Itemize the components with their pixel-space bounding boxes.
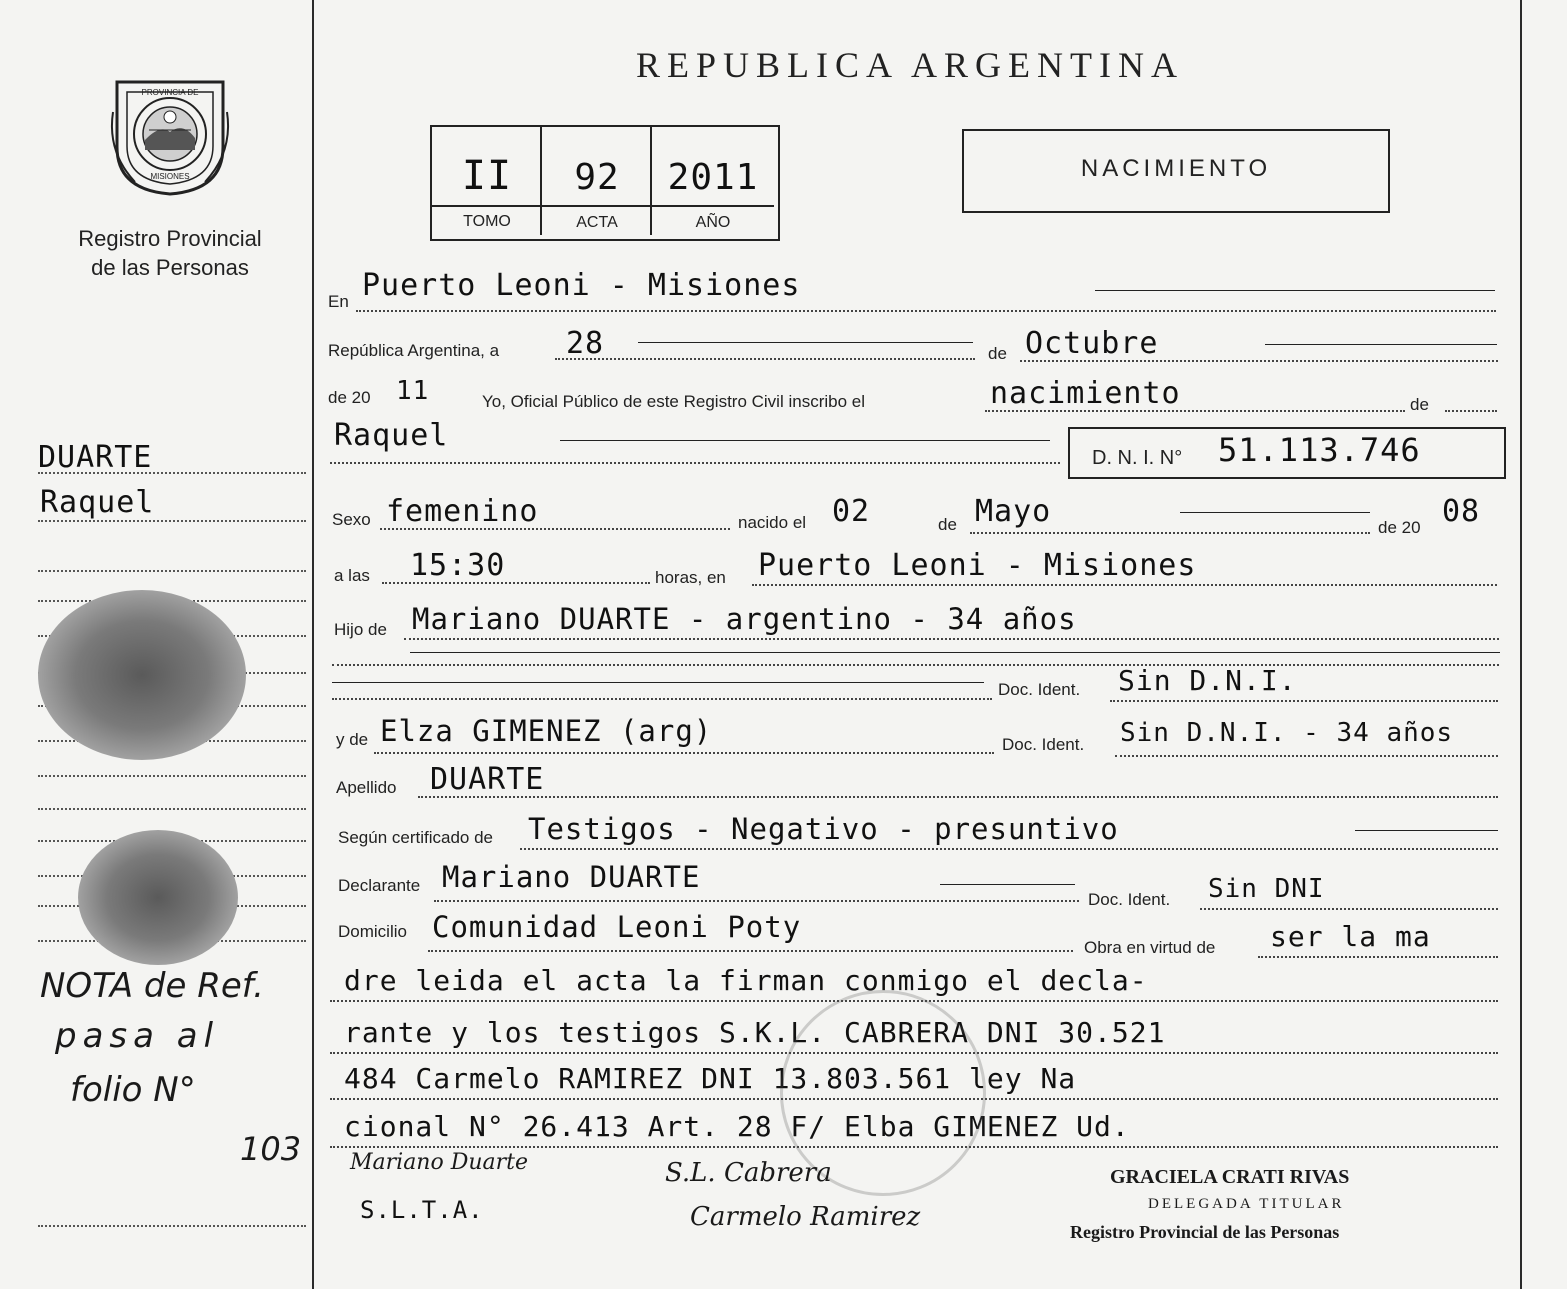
father-value: Mariano DUARTE - argentino - 34 años	[412, 602, 1077, 636]
fingerprint-1-icon	[38, 590, 246, 760]
month-underline	[1020, 360, 1498, 362]
margin-surname: DUARTE	[38, 440, 153, 475]
father-doc-label: Doc. Ident.	[998, 680, 1081, 699]
horas-label: horas, en	[655, 568, 726, 587]
de-label: de	[988, 344, 1007, 363]
inscribo-underline	[985, 410, 1405, 412]
note-line-2: rante y los testigos S.K.L. CABRERA DNI 30.521	[344, 1016, 1166, 1049]
domicilio-underline	[428, 950, 1073, 952]
father-underline	[404, 638, 1499, 640]
signature-father-sub: S.L.T.A.	[360, 1196, 484, 1224]
obra-underline	[1258, 956, 1498, 958]
apellido-value: DUARTE	[430, 762, 545, 797]
dni-label: D. N. I. N°	[1092, 447, 1183, 469]
certificado-label: Según certificado de	[338, 828, 493, 847]
record-box	[430, 125, 780, 241]
mother-underline	[374, 752, 994, 754]
father-doc-underline	[1110, 700, 1498, 702]
birth-year: 08	[1442, 494, 1481, 529]
note-line-3: 484 Carmelo RAMIREZ DNI 13.803.561 ley Na	[344, 1062, 1077, 1095]
registry-name-line2: de las Personas	[91, 255, 249, 280]
apellido-underline	[418, 796, 1498, 798]
official-org: Registro Provincial de las Personas	[1070, 1222, 1340, 1242]
dni-value: 51.113.746	[1218, 431, 1421, 469]
doc-type-box	[962, 129, 1390, 213]
obra-label: Obra en virtud de	[1084, 938, 1216, 957]
anio-value: 2011	[667, 157, 759, 198]
en-label: En	[328, 292, 349, 311]
anio-label: AÑO	[695, 214, 731, 231]
place-underline	[752, 584, 1497, 586]
tomo-value: II	[461, 153, 513, 199]
registry-name-line1: Registro Provincial	[78, 226, 262, 251]
place-value: Puerto Leoni - Misiones	[758, 548, 1197, 583]
margin-note-line1: NOTA de Ref.	[40, 966, 264, 1006]
month-value: Octubre	[1025, 326, 1159, 361]
domicilio-value: Comunidad Leoni Poty	[432, 910, 802, 944]
rep-label: República Argentina, a	[328, 341, 500, 360]
obra-value: ser la ma	[1270, 920, 1431, 953]
seal-text-top: PROVINCIA DE	[141, 88, 199, 97]
father-doc: Sin D.N.I.	[1118, 664, 1297, 697]
tomo-label: TOMO	[463, 213, 511, 230]
country-title: REPUBLICA ARGENTINA	[635, 45, 1185, 85]
declarante-doc: Sin DNI	[1208, 874, 1325, 904]
margin-given-name: Raquel	[40, 485, 155, 520]
certificado-value: Testigos - Negativo - presuntivo	[528, 812, 1119, 846]
signature-father: Mariano Duarte	[350, 1150, 529, 1175]
sexo-underline	[380, 528, 730, 530]
mother-doc-label: Doc. Ident.	[1002, 735, 1085, 754]
acta-label: ACTA	[576, 214, 618, 231]
certificado-underline	[520, 848, 1498, 850]
mother-doc: Sin D.N.I. - 34 años	[1120, 718, 1454, 748]
margin-note-line3: folio N°	[70, 1070, 196, 1110]
margin-note-line4: 103	[240, 1130, 302, 1168]
declarante-label: Declarante	[338, 876, 421, 895]
right-border	[1520, 0, 1522, 1289]
inscribo-value: nacimiento	[990, 376, 1181, 411]
name-value: Raquel	[334, 418, 449, 453]
signature-witness-1: S.L. Cabrera	[665, 1158, 832, 1188]
inscribo-label: Yo, Oficial Público de este Registro Civil inscribo el	[482, 392, 865, 411]
acta-value: 92	[574, 157, 620, 198]
hijo-label: Hijo de	[334, 620, 387, 639]
note-line-4: cional N° 26.413 Art. 28 F/ Elba GIMENEZ Ud.	[344, 1110, 1130, 1143]
official-name: GRACIELA CRATI RIVAS	[1110, 1166, 1350, 1188]
day-value: 28	[566, 326, 605, 361]
note-line-1: dre leida el acta la firman conmigo el decla-	[344, 964, 1148, 997]
declarante-doc-label: Doc. Ident.	[1088, 890, 1171, 909]
margin-divider	[312, 0, 314, 1289]
declarante-underline	[434, 900, 1079, 902]
yde-label: y de	[336, 730, 369, 749]
apellido-label: Apellido	[336, 778, 397, 797]
en-value: Puerto Leoni - Misiones	[362, 268, 801, 303]
sexo-label: Sexo	[332, 510, 371, 529]
de20-label: de 20	[1378, 518, 1421, 537]
mother-doc-underline	[1115, 755, 1498, 757]
signature-witness-2: Carmelo Ramirez	[690, 1202, 921, 1232]
fingerprint-2-icon	[78, 830, 238, 965]
hora-value: 15:30	[410, 548, 506, 583]
alas-label: a las	[334, 566, 370, 585]
dni-box	[1068, 427, 1506, 479]
doc-type-title: NACIMIENTO	[1080, 155, 1272, 182]
declarante-doc-underline	[1200, 908, 1498, 910]
official-title: DELEGADA TITULAR	[1148, 1196, 1345, 1212]
birth-month: Mayo	[975, 494, 1052, 529]
nacido-label: nacido el	[738, 513, 807, 532]
sexo-value: femenino	[386, 494, 539, 529]
name-underline	[330, 462, 1060, 464]
margin-note-line2: pasa al	[55, 1016, 220, 1056]
mother-value: Elza GIMENEZ (arg)	[380, 714, 713, 748]
year-value: 11	[396, 376, 430, 406]
en-underline	[356, 310, 1496, 312]
birth-day: 02	[832, 494, 871, 529]
year-prefix: de 20	[328, 388, 371, 407]
seal-text-bottom: MISIONES	[150, 172, 190, 181]
declarante-value: Mariano DUARTE	[442, 860, 701, 894]
de3-label: de	[938, 515, 957, 534]
record-box-divider	[432, 205, 774, 207]
birth-month-underline	[970, 532, 1370, 534]
de2-label: de	[1410, 395, 1429, 414]
domicilio-label: Domicilio	[338, 922, 407, 941]
hora-underline	[382, 582, 650, 584]
day-underline	[555, 358, 975, 360]
